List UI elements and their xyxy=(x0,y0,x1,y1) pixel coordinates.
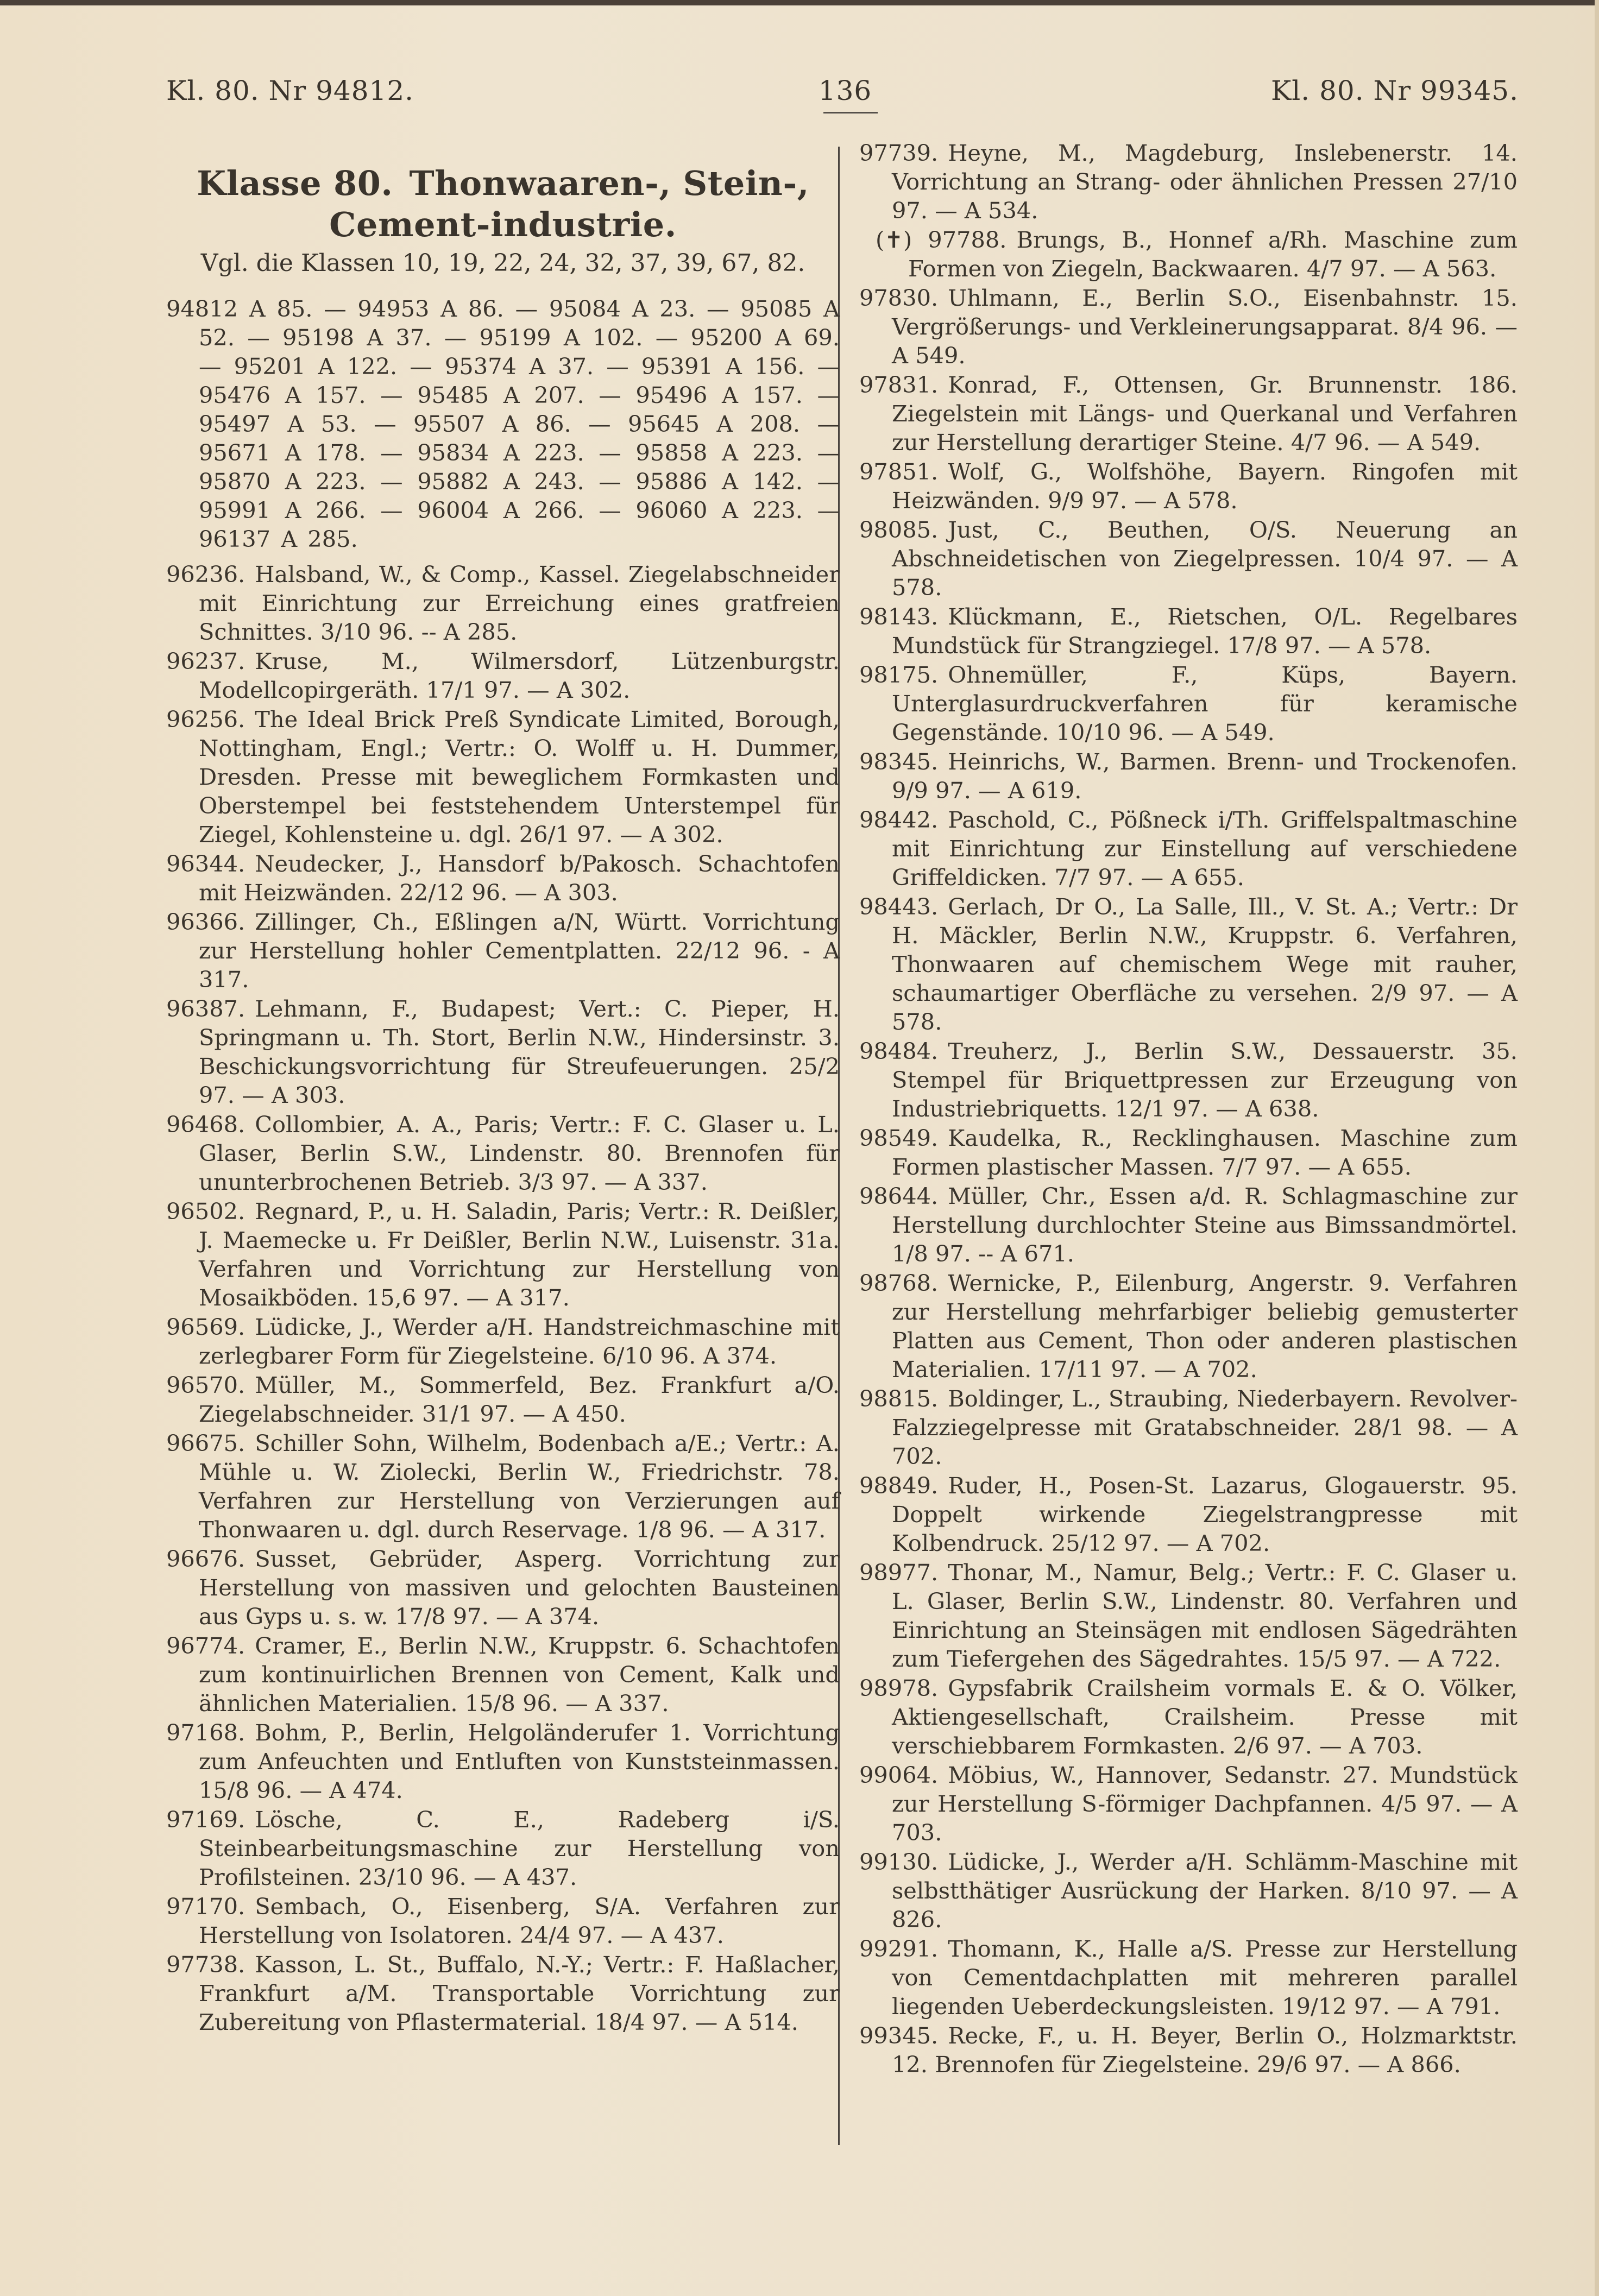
patent-number: 96502. xyxy=(166,1198,245,1225)
patent-number: 98549. xyxy=(859,1125,939,1151)
right-entry-list xyxy=(859,138,1518,2079)
patent-text: Wernicke, P., Eilenburg, Angerstr. 9. Verfahren zur Herstellung mehrfarbiger beliebig gemusterter Platten aus Cement, Thon oder anderen plastischen Materialien. 17/11 97. — A 702. xyxy=(892,1270,1518,1383)
patent-number: 96256. xyxy=(166,706,245,733)
patent-number: 98977. xyxy=(859,1559,939,1586)
patent-entry xyxy=(859,1037,1518,1123)
patent-entry xyxy=(166,994,840,1109)
patent-text: Neudecker, J., Hansdorf b/Pakosch. Schachtofen mit Heizwänden. 22/12 96. — A 303. xyxy=(199,850,840,906)
patent-text: Bohm, P., Berlin, Helgoländerufer 1. Vorrichtung zum Anfeuchten und Entluften von Kunststeinmassen. 15/8 96. — A 474. xyxy=(199,1719,840,1803)
patent-text: Uhlmann, E., Berlin S.O., Eisenbahnstr. 15. Vergrößerungs- und Verkleinerungsapparat. 8/4 96. — A 549. xyxy=(892,285,1518,369)
patent-text: Brungs, B., Honnef a/Rh. Maschine zum Formen von Ziegeln, Backwaaren. 4/7 97. — A 563. xyxy=(908,226,1518,282)
patent-text: Konrad, F., Ottensen, Gr. Brunnenstr. 186. Ziegelstein mit Längs- und Querkanal und Verfahren zur Herstellung derartiger Steine. 4/7 96. — A 549. xyxy=(892,371,1518,456)
patent-number: 98849. xyxy=(859,1472,939,1499)
patent-text: Gypsfabrik Crailsheim vormals E. & O. Völker, Aktiengesellschaft, Crailsheim. Presse mit verschiebbarem Formkasten. 2/6 97. — A 703. xyxy=(892,1675,1518,1759)
patent-number: 98085. xyxy=(859,516,939,543)
patent-entry xyxy=(859,892,1518,1036)
patent-entry xyxy=(166,1805,840,1891)
patent-number: 98978. xyxy=(859,1675,939,1701)
patent-text: Treuherz, J., Berlin S.W., Dessauerstr. 35. Stempel für Briquettpressen zur Erzeugung von Industriebriquetts. 12/1 97. — A 638. xyxy=(892,1038,1518,1122)
patent-number: 98345. xyxy=(859,748,939,775)
book-edge xyxy=(0,0,1599,5)
patent-entry xyxy=(859,1674,1518,1760)
patent-entry xyxy=(859,747,1518,805)
patent-entry xyxy=(859,1934,1518,2021)
patent-number: 98815. xyxy=(859,1385,939,1412)
patent-text: The Ideal Brick Preß Syndicate Limited, Borough, Nottingham, Engl.; Vertr.: O. Wolff u. H. Dummer, Dresden. Presse mit beweglichem Formkasten und Oberstempel bei feststehendem Unterstempel für Ziegel, Kohlensteine u. dgl. 26/1 97. — A 302. xyxy=(199,706,840,848)
patent-entry xyxy=(166,560,840,646)
right-column xyxy=(859,138,1518,2079)
patent-entry xyxy=(859,370,1518,457)
patent-entry xyxy=(166,849,840,907)
patent-number: 96237. xyxy=(166,648,245,674)
patent-text: Schiller Sohn, Wilhelm, Bodenbach a/E.; Vertr.: A. Mühle u. W. Ziolecki, Berlin W., Friedrichstr. 78. Verfahren zur Herstellung von Verzierungen auf Thonwaaren u. dgl. durch Reservage. 1/8 96. — A 317. xyxy=(199,1430,840,1543)
patent-text: Lehmann, F., Budapest; Vert.: C. Pieper, H. Springmann u. Th. Stort, Berlin N.W., Hindersinstr. 3. Beschickungsvorrichtung für Streufeuerungen. 25/2 97. — A 303. xyxy=(199,995,840,1108)
patent-entry xyxy=(859,1761,1518,1847)
patent-entry xyxy=(859,138,1518,225)
patent-entry xyxy=(859,515,1518,602)
patent-entry xyxy=(166,1544,840,1631)
patent-number: 99130. xyxy=(859,1849,939,1875)
patent-text: Regnard, P., u. H. Saladin, Paris; Vertr.: R. Deißler, J. Maemecke u. Fr Deißler, Berlin N.W., Luisenstr. 31a. Verfahren und Vorrichtung zur Herstellung von Mosaikböden. 15,6 97. — A 317. xyxy=(199,1198,840,1311)
patent-entry xyxy=(859,660,1518,747)
patent-entry xyxy=(859,602,1518,660)
patent-entry xyxy=(166,647,840,704)
patent-text: Müller, M., Sommerfeld, Bez. Frankfurt a/O. Ziegelabschneider. 31/1 97. — A 450. xyxy=(199,1372,840,1427)
patent-entry xyxy=(859,225,1518,283)
patent-number: 96676. xyxy=(166,1546,245,1572)
patent-number: 97169. xyxy=(166,1806,245,1833)
running-header xyxy=(166,75,1519,113)
patent-number: 99345. xyxy=(859,2022,939,2049)
patent-number: 98644. xyxy=(859,1183,939,1209)
patent-entry xyxy=(166,705,840,849)
header-right: Kl. 80. Nr 99345. xyxy=(1270,75,1519,106)
patent-number: 96569. xyxy=(166,1314,245,1340)
patent-entry xyxy=(166,1110,840,1196)
left-entry-list xyxy=(166,560,840,2036)
patent-text: Halsband, W., & Comp., Kassel. Ziegelabschneider mit Einrichtung zur Erreichung eines gratfreien Schnittes. 3/10 96. -- A 285. xyxy=(199,561,840,645)
patent-entry xyxy=(859,1269,1518,1384)
patent-text: Thonar, M., Namur, Belg.; Vertr.: F. C. Glaser u. L. Glaser, Berlin S.W., Lindenstr. 80. Verfahren und Einrichtung an Steinsägen mit endlosen Sägedrähten zum Tiefergehen des Sägedrahtes. 15/5 97. — A 722. xyxy=(892,1559,1518,1672)
patent-entry xyxy=(166,1718,840,1805)
patent-entry xyxy=(859,1182,1518,1268)
patent-text: Lüdicke, J., Werder a/H. Handstreichmaschine mit zerlegbarer Form für Ziegelsteine. 6/10 96. A 374. xyxy=(199,1314,840,1369)
patent-entry xyxy=(166,1197,840,1312)
patent-entry xyxy=(859,1384,1518,1471)
patent-text: Sembach, O., Eisenberg, S/A. Verfahren zur Herstellung von Isolatoren. 24/4 97. — A 437. xyxy=(199,1893,840,1948)
patent-text: Paschold, C., Pößneck i/Th. Griffelspaltmaschine mit Einrichtung zur Einstellung auf verschiedene Griffeldicken. 7/7 97. — A 655. xyxy=(892,806,1518,891)
patent-text: Möbius, W., Hannover, Sedanstr. 27. Mundstück zur Herstellung S-förmiger Dachpfannen. 4/5 97. — A 703. xyxy=(892,1762,1518,1846)
patent-text: Zillinger, Ch., Eßlingen a/N, Württ. Vorrichtung zur Herstellung hohler Cementplatten. 22/12 96. - A 317. xyxy=(199,909,840,993)
patent-number: 98768. xyxy=(859,1270,939,1296)
see-also: Vgl. die Klassen 10, 19, 22, 24, 32, 37, 39, 67, 82. xyxy=(200,249,805,277)
patent-text: Müller, Chr., Essen a/d. R. Schlagmaschine zur Herstellung durchlochter Steine aus Bimssandmörtel. 1/8 97. -- A 671. xyxy=(892,1183,1518,1267)
patent-text: Lösche, C. E., Radeberg i/S. Steinbearbeitungsmaschine zur Herstellung von Profilsteinen. 23/10 96. — A 437. xyxy=(199,1806,840,1890)
patent-number: 99064. xyxy=(859,1762,939,1788)
patent-text: Kruse, M., Wilmersdorf, Lützenburgstr. Modellcopirgeräth. 17/1 97. — A 302. xyxy=(199,648,840,703)
patent-text: Just, C., Beuthen, O/S. Neuerung an Abschneidetischen von Ziegelpressen. 10/4 97. — A 578. xyxy=(892,516,1518,601)
patent-number: 97738. xyxy=(166,1951,245,1978)
patent-number: 97831. xyxy=(859,371,939,398)
patent-entry xyxy=(859,283,1518,370)
patent-number: 98442. xyxy=(859,806,939,833)
patent-text: Susset, Gebrüder, Asperg. Vorrichtung zur Herstellung von massiven und gelochten Bausteinen aus Gyps u. s. w. 17/8 97. — A 374. xyxy=(199,1546,840,1630)
patent-text: Gerlach, Dr O., La Salle, Ill., V. St. A.; Vertr.: Dr H. Mäckler, Berlin N.W., Kruppstr. 6. Verfahren, Thonwaaren auf chemischem Wege mit rauher, schaumartiger Oberfläche zu versehen. 2/9 97. — A 578. xyxy=(892,893,1518,1035)
patent-number: 96236. xyxy=(166,561,245,588)
section-title xyxy=(166,163,840,245)
patent-entry xyxy=(859,2021,1518,2079)
patent-text: Thomann, K., Halle a/S. Presse zur Herstellung von Cementdachplatten mit mehreren parallel liegenden Ueberdeckungsleisten. 19/12 97. — A 791. xyxy=(892,1935,1518,2020)
left-column xyxy=(166,163,840,2037)
patent-entry xyxy=(859,457,1518,515)
patent-entry xyxy=(859,1124,1518,1181)
patent-number: 97830. xyxy=(859,285,939,311)
patent-text: Ruder, H., Posen-St. Lazarus, Glogauerstr. 95. Doppelt wirkende Ziegelstrangpresse mit Kolbendruck. 25/12 97. — A 702. xyxy=(892,1472,1518,1556)
patent-text: Klückmann, E., Rietschen, O/L. Regelbares Mundstück für Strangziegel. 17/8 97. — A 578. xyxy=(892,603,1518,659)
patent-entry xyxy=(166,1313,840,1370)
patent-entry xyxy=(859,805,1518,892)
patent-number: 96387. xyxy=(166,995,245,1022)
patent-number: 98443. xyxy=(859,893,939,920)
patent-number: (✝) 97788. xyxy=(876,226,1007,253)
patent-number: 99291. xyxy=(859,1935,939,1962)
patent-number: 96366. xyxy=(166,909,245,935)
patent-number: 97170. xyxy=(166,1893,245,1920)
reference-list: 94812 A 85. — 94953 A 86. — 95084 A 23. — 95085 A 52. — 95198 A 37. — 95199 A 102. — 95200 A 69. — 95201 A 122. — 95374 A 37. — 95391 A 156. — 95476 A 157. — 95485 A 207. — 95496 A 157. — 95497 A 53. — 95507 A 86. — 95645 A 208. — 95671 A 178. — 95834 A 223. — 95858 A 223. — 95870 A 223. — 95882 A 243. — 95886 A 142. — 95991 A 266. — 96004 A 266. — 96060 A 223. — 96137 A 285. xyxy=(166,295,840,552)
patent-text: Recke, F., u. H. Beyer, Berlin O., Holzmarktstr. 12. Brennofen für Ziegelsteine. 29/6 97. — A 866. xyxy=(892,2022,1518,2078)
patent-text: Lüdicke, J., Werder a/H. Schlämm-Maschine mit selbstthätiger Ausrückung der Harken. 8/10 97. — A 826. xyxy=(892,1849,1518,1933)
patent-number: 98484. xyxy=(859,1038,939,1064)
patent-entry xyxy=(166,1429,840,1544)
patent-text: Ohnemüller, F., Küps, Bayern. Unterglasurdruckverfahren für keramische Gegenstände. 10/10 96. — A 549. xyxy=(892,661,1518,746)
patent-text: Kasson, L. St., Buffalo, N.-Y.; Vertr.: F. Haßlacher, Frankfurt a/M. Transportable Vorrichtung zur Zubereitung von Pflastermaterial. 18/4 97. — A 514. xyxy=(199,1951,840,2035)
patent-entry xyxy=(166,1371,840,1428)
patent-entry xyxy=(166,1892,840,1950)
patent-text: Heyne, M., Magdeburg, Inslebenerstr. 14. Vorrichtung an Strang- oder ähnlichen Pressen 27/10 97. — A 534. xyxy=(892,140,1518,224)
patent-number: 98143. xyxy=(859,603,939,630)
page-number-rule xyxy=(823,112,878,113)
patent-number: 96675. xyxy=(166,1430,245,1456)
patent-entry xyxy=(166,1631,840,1718)
patent-number: 96344. xyxy=(166,850,245,877)
patent-number: 98175. xyxy=(859,661,939,688)
patent-number: 96774. xyxy=(166,1632,245,1659)
patent-text: Collombier, A. A., Paris; Vertr.: F. C. Glaser u. L. Glaser, Berlin S.W., Lindenstr. 80. Brennofen für ununterbrochenen Betrieb. 3/3 97. — A 337. xyxy=(199,1111,840,1195)
patent-entry xyxy=(859,1471,1518,1557)
patent-entry xyxy=(859,1847,1518,1934)
page-edge xyxy=(1595,0,1599,2296)
patent-number: 96468. xyxy=(166,1111,245,1138)
patent-text: Heinrichs, W., Barmen. Brenn- und Trockenofen. 9/9 97. — A 619. xyxy=(892,748,1518,804)
class-title: Thonwaaren-, Stein-, Cement-industrie. xyxy=(329,163,809,244)
patent-text: Kaudelka, R., Recklinghausen. Maschine zum Formen plastischer Massen. 7/7 97. — A 655. xyxy=(892,1125,1518,1180)
patent-entry xyxy=(859,1558,1518,1673)
patent-text: Boldinger, L., Straubing, Niederbayern. Revolver-Falzziegelpresse mit Gratabschneider. 28/1 98. — A 702. xyxy=(892,1385,1518,1469)
patent-number: 97168. xyxy=(166,1719,245,1746)
patent-number: 96570. xyxy=(166,1372,245,1398)
patent-number: 97851. xyxy=(859,458,939,485)
page-number: 136 xyxy=(818,75,872,106)
patent-entry xyxy=(166,907,840,994)
patent-entry xyxy=(166,1950,840,2036)
header-left: Kl. 80. Nr 94812. xyxy=(166,75,414,106)
class-label: Klasse 80. xyxy=(197,163,393,203)
patent-number: 97739. xyxy=(859,140,939,166)
patent-text: Wolf, G., Wolfshöhe, Bayern. Ringofen mit Heizwänden. 9/9 97. — A 578. xyxy=(892,458,1518,514)
patent-text: Cramer, E., Berlin N.W., Kruppstr. 6. Schachtofen zum kontinuirlichen Brennen von Cement, Kalk und ähnlichen Materialien. 15/8 96. — A 337. xyxy=(199,1632,840,1717)
